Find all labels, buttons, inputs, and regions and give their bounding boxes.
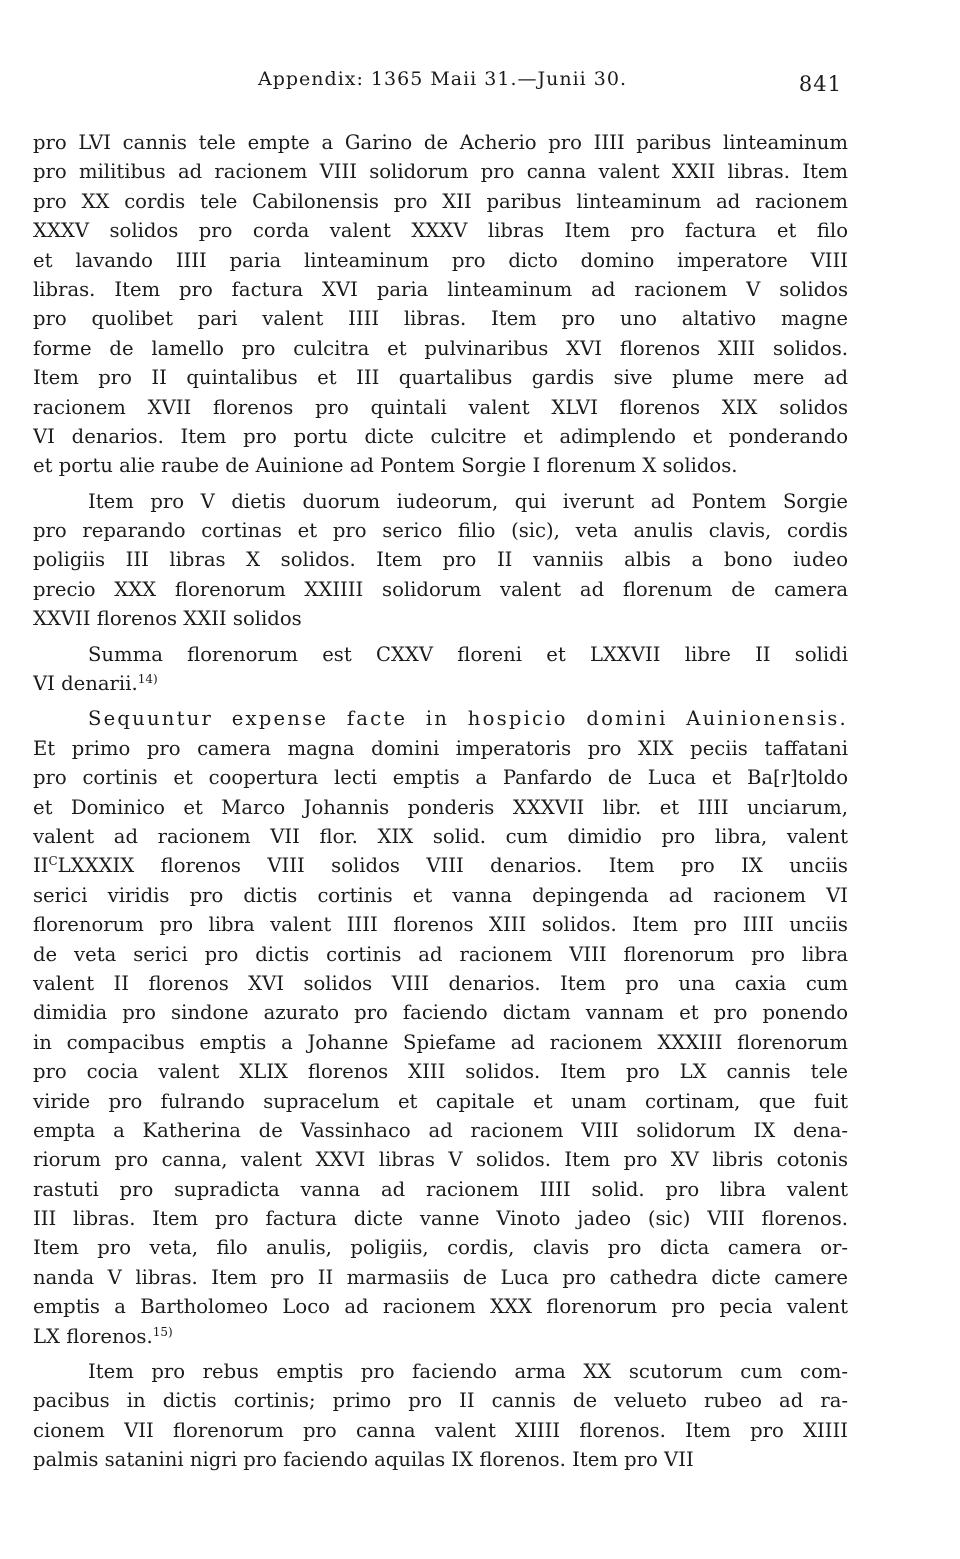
text-line <box>33 1057 848 1086</box>
body-text <box>33 128 848 1475</box>
line-text-continuation: LXXXIX florenos VIII solidos VIII denarios. Item pro IX unciis <box>57 854 848 878</box>
text-line <box>33 1416 848 1445</box>
line-text: valent II florenos XVI solidos VIII denarios. Item pro una caxia cum <box>33 971 848 995</box>
line-text: dimidia pro sindone azurato pro faciendo dictam vannam et pro ponendo <box>33 1001 848 1025</box>
line-text: Item pro veta, filo anulis, poligiis, cordis, clavis pro dicta camera or- <box>33 1236 848 1260</box>
line-text: forme de lamello pro culcitra et pulvinaribus XVI florenos XIII solidos. <box>33 336 848 360</box>
line-text: et portu alie raube de Auinione ad Pontem Sorgie I florenum X solidos. <box>33 454 738 478</box>
text-line <box>33 998 848 1027</box>
text-line <box>33 1175 848 1204</box>
line-text: pro quolibet pari valent IIII libras. Item pro uno altativo magne <box>33 307 848 331</box>
line-text: Summa florenorum est CXXV floreni et LXXVII libre II solidi <box>88 642 848 666</box>
line-text: pacibus in dictis cortinis; primo pro II cannis de velueto rubeo ad ra- <box>33 1389 848 1413</box>
line-text: cionem VII florenorum pro canna valent XIIII florenos. Item pro XIIII <box>33 1418 848 1442</box>
line-text: et lavando IIII paria linteaminum pro dicto domino imperatore VIII <box>33 248 848 272</box>
text-line <box>33 451 848 480</box>
line-text: VI denarios. Item pro portu dicte culcitre et adimplendo et ponderando <box>33 424 848 448</box>
text-line <box>33 516 848 545</box>
text-line <box>33 1233 848 1262</box>
running-title: Appendix: 1365 Maii 31.—Junii 30. <box>258 68 628 90</box>
line-text: pro XX cordis tele Cabilonensis pro XII paribus linteaminum ad racionem <box>33 189 848 213</box>
line-text: riorum pro canna, valent XXVI libras V solidos. Item pro XV libris cotonis <box>33 1148 848 1172</box>
text-line <box>33 604 848 633</box>
text-line <box>33 246 848 275</box>
line-text: valent ad racionem VII flor. XIX solid. cum dimidio pro libra, valent <box>33 824 848 848</box>
text-line <box>33 1292 848 1321</box>
text-line <box>33 363 848 392</box>
line-text: nanda V libras. Item pro II marmasiis de Luca pro cathedra dicte camere <box>33 1265 848 1289</box>
line-text: empta a Katherina de Vassinhaco ad racionem VIII solidorum IX dena- <box>33 1118 848 1142</box>
footnote-marker: 14) <box>137 672 158 687</box>
text-line <box>33 1204 848 1233</box>
line-text: pro militibus ad racionem VIII solidorum pro canna valent XXII libras. Item <box>33 160 848 184</box>
text-line <box>33 1445 848 1474</box>
text-line <box>33 1087 848 1116</box>
line-text: III libras. Item pro factura dicte vanne Vinoto jadeo (sic) VIII florenos. <box>33 1207 848 1231</box>
line-text: II <box>33 854 49 878</box>
text-line <box>33 763 848 792</box>
line-text: XXVII florenos XXII solidos <box>33 607 302 631</box>
text-line <box>33 851 848 880</box>
text-line <box>33 1028 848 1057</box>
book-page <box>33 60 848 1475</box>
text-line <box>33 1357 848 1386</box>
text-line <box>33 304 848 333</box>
text-line <box>33 940 848 969</box>
line-text: viride pro fulrando supracelum et capitale et unam cortinam, que fuit <box>33 1089 848 1113</box>
line-text: XXXV solidos pro corda valent XXXV libras Item pro factura et filo <box>33 219 848 243</box>
text-line <box>33 575 848 604</box>
text-line <box>33 1386 848 1415</box>
text-line <box>33 128 848 157</box>
page-number: 841 <box>798 72 842 96</box>
text-line <box>33 216 848 245</box>
text-line <box>33 187 848 216</box>
text-line <box>33 1322 848 1351</box>
text-line <box>33 734 848 763</box>
line-text: Item pro V dietis duorum iudeorum, qui iverunt ad Pontem Sorgie <box>88 489 848 513</box>
line-text: pro cortinis et coopertura lecti emptis a Panfardo de Luca et Ba[r]toldo <box>33 766 848 790</box>
paragraph <box>33 1357 848 1475</box>
line-text: poligiis III libras X solidos. Item pro II vanniis albis a bono iudeo <box>33 548 848 572</box>
line-text: serici viridis pro dictis cortinis et vanna depingenda ad racionem VI <box>33 883 848 907</box>
text-line <box>33 669 848 698</box>
line-text: racionem XVII florenos pro quintali valent XLVI florenos XIX solidos <box>33 395 848 419</box>
text-line <box>33 545 848 574</box>
footnote-marker: 15) <box>152 1324 173 1339</box>
text-line <box>33 822 848 851</box>
text-line <box>33 1145 848 1174</box>
text-line <box>33 1263 848 1292</box>
text-line <box>33 969 848 998</box>
paragraph <box>33 128 848 481</box>
text-line <box>33 334 848 363</box>
line-text: in compacibus emptis a Johanne Spiefame ad racionem XXXIII florenorum <box>33 1030 848 1054</box>
line-text: palmis satanini nigri pro faciendo aquilas IX florenos. Item pro VII <box>33 1448 694 1472</box>
line-text: pro reparando cortinas et pro serico filio (sic), veta anulis clavis, cordis <box>33 519 848 543</box>
text-line <box>33 157 848 186</box>
text-line <box>33 422 848 451</box>
paragraph <box>33 487 848 634</box>
line-text: et Dominico et Marco Johannis ponderis XXXVII libr. et IIII unciarum, <box>33 795 848 819</box>
text-line <box>33 881 848 910</box>
text-line <box>33 640 848 669</box>
line-text: emptis a Bartholomeo Loco ad racionem XXX florenorum pro pecia valent <box>33 1295 848 1319</box>
line-text: pro cocia valent XLIX florenos XIII solidos. Item pro LX cannis tele <box>33 1060 848 1084</box>
text-line <box>33 793 848 822</box>
line-text: precio XXX florenorum XXIIII solidorum valent ad florenum de camera <box>33 577 848 601</box>
line-text: VI denarii. <box>33 672 138 696</box>
text-line <box>33 393 848 422</box>
text-line <box>33 910 848 939</box>
running-head <box>33 60 848 96</box>
footnote-marker: C <box>48 854 58 869</box>
line-text: Item pro II quintalibus et III quartalibus gardis sive plume mere ad <box>33 366 848 390</box>
line-text: pro LVI cannis tele empte a Garino de Acherio pro IIII paribus linteaminum <box>33 131 848 154</box>
text-line <box>33 704 848 733</box>
paragraph <box>33 640 848 699</box>
line-text: rastuti pro supradicta vanna ad racionem IIII solid. pro libra valent <box>33 1177 848 1201</box>
line-text: Sequuntur expense facte in hospicio domini Auinionensis. <box>88 707 848 731</box>
line-text: de veta serici pro dictis cortinis ad racionem VIII florenorum pro libra <box>33 942 848 966</box>
line-text: libras. Item pro factura XVI paria linteaminum ad racionem V solidos <box>33 277 848 301</box>
line-text: LX florenos. <box>33 1324 153 1348</box>
line-text: florenorum pro libra valent IIII florenos XIII solidos. Item pro IIII unciis <box>33 913 848 937</box>
line-text: Item pro rebus emptis pro faciendo arma XX scutorum cum com- <box>88 1360 848 1384</box>
text-line <box>33 1116 848 1145</box>
text-line <box>33 275 848 304</box>
line-text: Et primo pro camera magna domini imperatoris pro XIX peciis taffatani <box>33 736 848 760</box>
paragraph <box>33 704 848 1351</box>
text-line <box>33 487 848 516</box>
